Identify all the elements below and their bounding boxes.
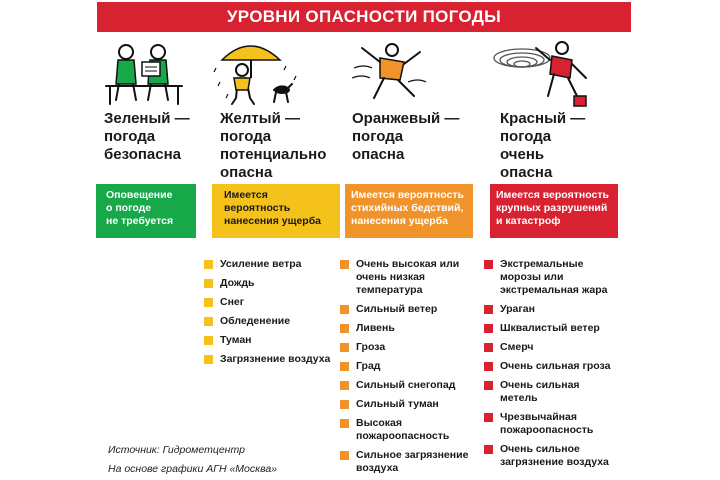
info-box-orange: Имеется вероятность стихийных бедствий, нанесения ущерба xyxy=(345,184,473,238)
list-item-text: пожароопасность xyxy=(356,430,450,442)
bullet-square-icon xyxy=(204,298,213,307)
list-item-text: Обледенение xyxy=(220,315,291,327)
list-item xyxy=(340,360,468,373)
bullet-square-icon xyxy=(484,260,493,269)
bullet-square-icon xyxy=(340,419,349,428)
list-item-text: Смерч xyxy=(500,341,534,353)
list-item-text: морозы или xyxy=(500,271,564,283)
bullet-square-icon xyxy=(484,445,493,454)
list-item xyxy=(484,258,610,297)
list-item-text: Дождь xyxy=(220,277,255,289)
bullet-square-icon xyxy=(204,260,213,269)
list-item xyxy=(340,449,468,475)
info-box-green: Оповещение о погоде не требуется xyxy=(96,184,196,238)
bullet-square-icon xyxy=(204,336,213,345)
list-item xyxy=(340,341,468,354)
list-item-text: Сильный ветер xyxy=(356,303,438,315)
list-item-text: Усиление ветра xyxy=(220,258,302,270)
heading-green: Зеленый — погода безопасна xyxy=(104,110,190,163)
list-item xyxy=(484,379,610,405)
orange-level-illustration xyxy=(350,38,430,110)
list-item-text: Чрезвычайная xyxy=(500,411,577,423)
title-banner xyxy=(97,2,631,32)
bullet-square-icon xyxy=(340,400,349,409)
list-item xyxy=(340,303,468,316)
list-item xyxy=(484,411,610,437)
red-level-illustration xyxy=(492,38,592,110)
list-item-text: Сильный туман xyxy=(356,398,439,410)
list-item-text: Очень высокая или xyxy=(356,258,460,270)
list-item xyxy=(484,303,610,316)
list-item-text: Гроза xyxy=(356,341,386,353)
bullet-square-icon xyxy=(484,305,493,314)
bullet-square-icon xyxy=(484,324,493,333)
bullet-square-icon xyxy=(484,413,493,422)
list-red xyxy=(484,258,610,475)
heading-yellow: Желтый — погода потенциально опасна xyxy=(220,110,327,181)
list-item xyxy=(340,398,468,411)
list-item-text: Сильное загрязнение xyxy=(356,449,469,461)
info-box-yellow: Имеется вероятность нанесения ущерба xyxy=(212,184,340,238)
bullet-square-icon xyxy=(204,317,213,326)
bullet-square-icon xyxy=(484,343,493,352)
info-box-red: Имеется вероятность крупных разрушений и катастроф xyxy=(490,184,618,238)
person-in-wind-icon xyxy=(350,38,430,108)
list-item xyxy=(484,443,610,469)
bullet-square-icon xyxy=(340,451,349,460)
bullet-square-icon xyxy=(340,260,349,269)
list-item-text: Ливень xyxy=(356,322,395,334)
list-item-text: Очень сильное xyxy=(500,443,580,455)
bullet-square-icon xyxy=(340,343,349,352)
list-item xyxy=(204,296,330,309)
list-item-text: Град xyxy=(356,360,381,372)
list-item xyxy=(340,379,468,392)
umbrella-rain-icon xyxy=(212,38,302,108)
list-item xyxy=(204,353,330,366)
list-item-text: Очень сильная xyxy=(500,379,580,391)
list-item xyxy=(340,258,468,297)
bullet-square-icon xyxy=(340,381,349,390)
bullet-square-icon xyxy=(204,355,213,364)
list-item xyxy=(204,277,330,290)
green-level-illustration xyxy=(104,38,184,110)
list-item-text: воздуха xyxy=(356,462,399,474)
source-text: Источник: Гидрометцентр xyxy=(108,444,245,456)
bullet-square-icon xyxy=(340,362,349,371)
list-item-text: температура xyxy=(356,284,423,296)
people-on-bench-icon xyxy=(104,38,184,108)
list-yellow xyxy=(204,258,330,372)
page-title: УРОВНИ ОПАСНОСТИ ПОГОДЫ xyxy=(226,7,502,26)
list-item xyxy=(204,315,330,328)
list-item-text: Загрязнение воздуха xyxy=(220,353,331,365)
heading-red: Красный — погода очень опасна xyxy=(500,110,586,181)
list-item-text: очень низкая xyxy=(356,271,426,283)
list-item xyxy=(204,258,330,271)
list-item-text: Очень сильная гроза xyxy=(500,360,611,372)
list-item xyxy=(340,322,468,335)
bullet-square-icon xyxy=(484,362,493,371)
bullet-square-icon xyxy=(204,279,213,288)
tornado-icon xyxy=(492,38,592,110)
bullet-square-icon xyxy=(340,324,349,333)
bullet-square-icon xyxy=(340,305,349,314)
list-item xyxy=(340,417,468,443)
list-item-text: Туман xyxy=(220,334,252,346)
list-item-text: пожароопасность xyxy=(500,424,594,436)
credit-text: На основе графики АГН «Москва» xyxy=(108,463,278,475)
list-item-text: метель xyxy=(500,392,538,404)
list-item-text: Ураган xyxy=(500,303,535,315)
list-item xyxy=(484,341,610,354)
list-item xyxy=(484,322,610,335)
list-item-text: Экстремальные xyxy=(500,258,584,270)
yellow-level-illustration xyxy=(212,38,302,110)
list-item-text: Шквалистый ветер xyxy=(500,322,600,334)
list-item xyxy=(204,334,330,347)
list-item-text: экстремальная жара xyxy=(500,284,608,296)
heading-orange: Оранжевый — погода опасна xyxy=(352,110,460,163)
list-orange xyxy=(340,258,468,480)
list-item-text: Высокая xyxy=(356,417,403,429)
list-item xyxy=(484,360,610,373)
bullet-square-icon xyxy=(484,381,493,390)
list-item-text: загрязнение воздуха xyxy=(500,456,609,468)
list-item-text: Сильный снегопад xyxy=(356,379,456,391)
list-item-text: Снег xyxy=(220,296,245,308)
